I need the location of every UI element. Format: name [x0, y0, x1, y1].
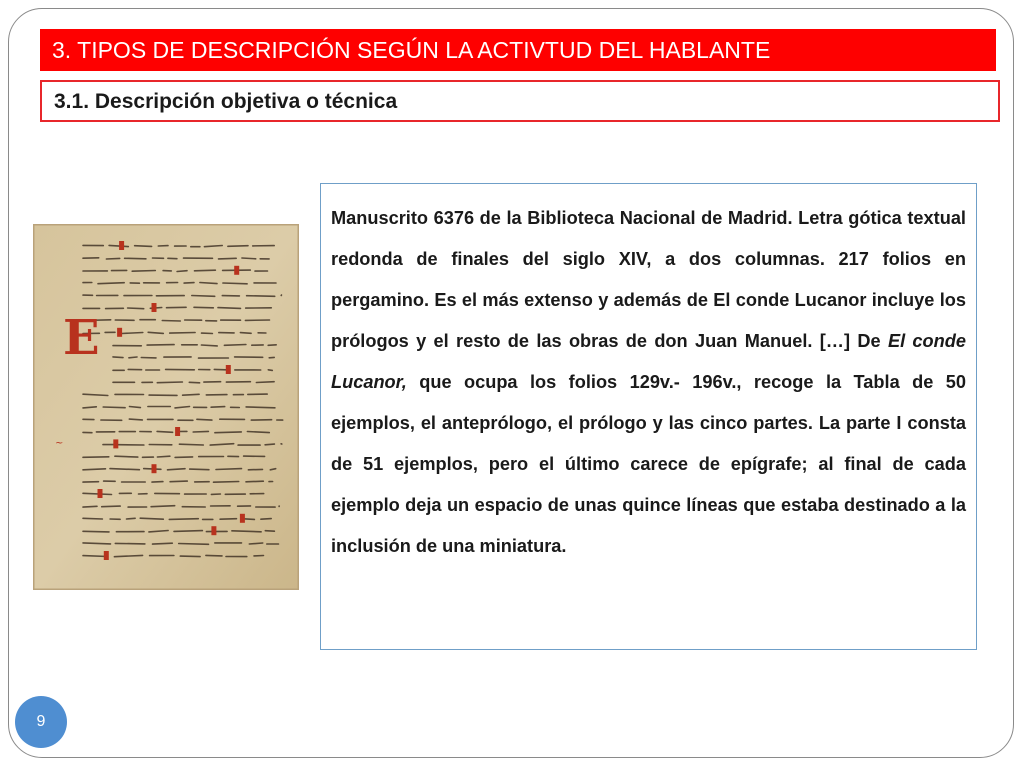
- handwriting-stroke: [195, 270, 216, 271]
- handwriting-stroke: [98, 283, 124, 284]
- handwriting-stroke: [200, 283, 217, 284]
- handwriting-stroke: [193, 431, 208, 432]
- description-part1: Manuscrito 6376 de la Biblioteca Nacional de Madrid. Letra gótica textual redonda de finales del siglo XIV, a dos columnas. 217 folios en pergamino. Es el más extenso y además de El conde Lucanor incluye los prólogos y el resto de las obras de don Juan Manuel. […] De: [331, 208, 966, 351]
- handwriting-stroke: [184, 283, 194, 284]
- handwriting-stroke: [265, 531, 274, 532]
- handwriting-stroke: [129, 419, 142, 420]
- rubric-mark: [240, 514, 245, 523]
- handwriting-stroke: [180, 556, 200, 557]
- handwriting-stroke: [268, 345, 276, 346]
- handwriting-stroke: [122, 333, 143, 334]
- handwriting-stroke: [206, 555, 222, 556]
- handwriting-stroke: [232, 531, 261, 532]
- handwriting-stroke: [162, 321, 180, 322]
- handwriting-stroke: [113, 357, 123, 358]
- rubric-mark: [152, 464, 157, 473]
- handwriting-stroke: [83, 556, 107, 557]
- handwriting-stroke: [177, 271, 187, 272]
- handwriting-stroke: [129, 357, 137, 358]
- handwriting-stroke: [169, 519, 198, 520]
- handwriting-stroke: [140, 518, 163, 519]
- handwriting-stroke: [220, 519, 236, 520]
- handwriting-stroke: [270, 469, 275, 470]
- handwriting-stroke: [153, 543, 173, 544]
- handwriting-stroke: [175, 457, 193, 458]
- handwriting-stroke: [157, 382, 182, 383]
- slide-title: 3. TIPOS DE DESCRIPCIÓN SEGÚN LA ACTIVTUD DEL HABLANTE: [40, 29, 996, 71]
- handwriting-stroke: [157, 456, 170, 457]
- handwriting-stroke: [151, 506, 175, 507]
- handwriting-stroke: [219, 258, 237, 259]
- handwriting-stroke: [148, 332, 163, 333]
- rubric-mark: [211, 526, 216, 535]
- handwriting-stroke: [132, 271, 155, 272]
- handwriting-stroke: [211, 407, 225, 408]
- rubric-mark: [104, 551, 109, 560]
- handwriting-stroke: [228, 246, 248, 247]
- handwriting-stroke: [83, 543, 111, 544]
- rubric-mark: [175, 427, 180, 436]
- handwriting-stroke: [135, 246, 152, 247]
- handwriting-stroke: [83, 518, 102, 519]
- description-text-box: [320, 183, 977, 650]
- handwriting-stroke: [174, 531, 202, 532]
- svg-text:~: ~: [55, 438, 64, 449]
- rubric-mark: [226, 365, 231, 374]
- description-paragraph: [331, 198, 966, 567]
- slide-subtitle: 3.1. Descripción objetiva o técnica: [40, 80, 1000, 122]
- handwriting-stroke: [249, 543, 262, 544]
- handwriting-stroke: [128, 308, 144, 309]
- handwriting-stroke: [189, 382, 199, 383]
- handwriting-stroke: [215, 432, 241, 433]
- handwriting-stroke: [261, 519, 271, 520]
- handwriting-stroke: [190, 469, 209, 470]
- rubric-mark: [98, 489, 103, 498]
- handwriting-stroke: [170, 481, 187, 482]
- handwriting-stroke: [268, 370, 272, 371]
- handwriting-stroke: [246, 481, 263, 482]
- handwriting-stroke: [168, 469, 186, 470]
- handwriting-stroke: [218, 308, 241, 309]
- handwriting-stroke: [127, 518, 136, 519]
- handwriting-stroke: [179, 544, 209, 545]
- handwriting-stroke: [106, 258, 119, 259]
- rubric-mark: [119, 241, 124, 250]
- handwriting-stroke: [183, 394, 200, 395]
- handwriting-stroke: [179, 444, 203, 445]
- handwriting-stroke: [256, 382, 274, 383]
- handwriting-stroke: [246, 407, 275, 408]
- handwriting-stroke: [223, 283, 247, 284]
- handwriting-stroke: [152, 482, 163, 483]
- page-number: 9: [36, 713, 46, 730]
- manuscript-image: [33, 224, 299, 590]
- handwriting-stroke: [201, 345, 217, 346]
- handwriting-stroke: [125, 258, 146, 259]
- handwriting-stroke: [170, 333, 195, 334]
- page-number-badge: [15, 696, 67, 748]
- description-italic-title: El conde Lucanor,: [331, 331, 966, 392]
- handwriting-stroke: [247, 296, 275, 297]
- handwriting-stroke: [214, 482, 239, 483]
- handwriting-stroke: [115, 456, 138, 457]
- handwriting-stroke: [130, 407, 141, 408]
- handwriting-stroke: [192, 296, 215, 297]
- handwriting-stroke: [194, 307, 213, 308]
- handwriting-stroke: [83, 457, 109, 458]
- handwriting-stroke: [224, 345, 246, 346]
- handwriting-stroke: [240, 333, 251, 334]
- handwriting-stroke: [157, 431, 173, 432]
- rubric-mark: [234, 266, 239, 275]
- handwriting-stroke: [103, 407, 125, 408]
- handwriting-stroke: [216, 469, 242, 470]
- handwriting-stroke: [265, 444, 274, 445]
- handwriting-stroke: [110, 469, 139, 470]
- handwriting-stroke: [247, 432, 269, 433]
- handwriting-stroke: [115, 543, 145, 544]
- rubric-mark: [117, 328, 122, 337]
- description-part2: que ocupa los folios 129v.- 196v., recoge la Tabla de 50 ejemplos, el anteprólogo, el prólogo y las cinco partes. La parte I consta de 51 ejemplos, pero el último carece de epígrafe; al final de cada ejemplo deja un espacio de unas quince líneas que estaba destinado a la inclusión de una miniatura.: [331, 372, 966, 556]
- handwriting-stroke: [102, 506, 121, 507]
- rubric-mark: [152, 303, 157, 312]
- handwriting-stroke: [83, 407, 96, 408]
- handwriting-stroke: [83, 469, 106, 470]
- handwriting-stroke: [147, 345, 174, 346]
- handwriting-stroke: [197, 419, 212, 420]
- handwriting-stroke: [83, 506, 97, 507]
- rubric-mark: [113, 439, 118, 448]
- handwriting-stroke: [242, 258, 256, 259]
- svg-text:E: E: [63, 310, 100, 366]
- manuscript-page-illustration: [33, 224, 299, 590]
- handwriting-stroke: [83, 531, 109, 532]
